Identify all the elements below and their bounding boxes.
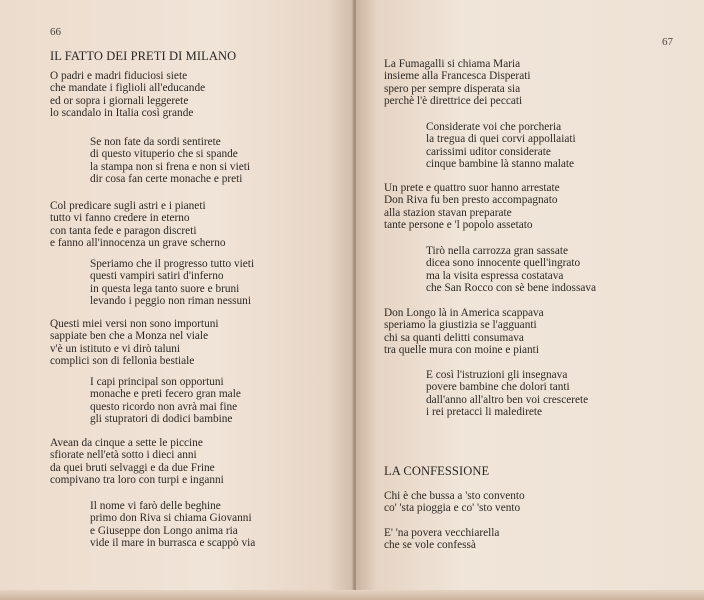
verse-line: complici son di fellonìa bestiale <box>50 355 195 368</box>
verse-line: la tregua di quei corvi appollaiati <box>426 133 576 146</box>
verse-line: che mandate i figlioli all'educande <box>50 82 206 95</box>
verse-line: tra quelle mura con moine e pianti <box>384 344 539 357</box>
poem-title: IL FATTO DEI PRETI DI MILANO <box>50 49 237 63</box>
verse-line: ed or sopra i giornali leggerete <box>50 94 189 107</box>
left-stanza-4 <box>90 258 254 308</box>
verse-line: Col predicare sugli astri e i pianeti <box>50 200 206 212</box>
verse-line: monache e preti fecero gran male <box>90 388 241 401</box>
verse-line: e fanno all'innocenza un grave scherno <box>50 237 226 250</box>
verse-line: spero per sempre disperata sia <box>384 82 521 95</box>
verse-line: in questa lega tanto suore e bruni <box>90 282 240 295</box>
verse-line: sappiate ben che a Monza nel viale <box>50 330 209 343</box>
verse-line: povere bambine che dolori tanti <box>426 381 570 394</box>
verse-line: dir cosa fan certe monache e preti <box>90 173 243 186</box>
verse-line: alla stazion stavan preparate <box>384 206 512 219</box>
verse-line: Don Riva fu ben presto accompagnato <box>384 194 558 207</box>
verse-line: la stampa non si frena e non si vieti <box>90 160 250 173</box>
verse-line: speriamo la giustizia se l'agguanti <box>384 319 537 332</box>
verse-line: co' 'sta pioggia e co' 'sto vento <box>384 502 521 515</box>
right-second-stanza-2 <box>384 527 499 552</box>
left-page-number: 66 <box>50 26 61 38</box>
verse-line: e Giuseppe don Longo anima ria <box>90 524 238 537</box>
verse-line: E così l'istruzioni gli insegnava <box>426 369 568 381</box>
right-stanza-6 <box>426 369 588 419</box>
second-poem-title: LA CONFESSIONE <box>384 464 490 478</box>
verse-line: I capi principal son opportuni <box>90 376 224 388</box>
verse-line: levando i peggio non riman nessuni <box>90 295 251 308</box>
verse-line: sfiorate nell'età sotto i dieci anni <box>50 449 197 462</box>
verse-line: Speriamo che il progresso tutto vieti <box>90 258 255 270</box>
verse-line: i rei pretacci li maledirete <box>426 406 543 419</box>
left-stanza-3 <box>50 200 226 250</box>
right-stanza-2 <box>426 121 576 171</box>
verse-line: chi sa quanti delitti consumava <box>384 331 524 344</box>
left-stanza-6 <box>90 376 241 426</box>
right-stanza-1 <box>384 58 531 108</box>
right-page <box>356 0 704 600</box>
verse-line: Don Longo là in America scappava <box>384 307 544 319</box>
left-stanza-2 <box>90 136 250 186</box>
verse-line: questo ricordo non avrà mai fine <box>90 400 238 413</box>
right-stanza-4 <box>426 245 596 295</box>
verse-line: Se non fate da sordi sentirete <box>90 136 221 148</box>
verse-line: tante persone e 'l popolo assetato <box>384 219 533 232</box>
verse-line: che se vole confessà <box>384 539 476 552</box>
verse-line: compivano tra loro con turpi e inganni <box>50 474 224 487</box>
verse-line: da quei bruti selvaggi e da due Frine <box>50 461 215 474</box>
left-stanza-7 <box>50 437 224 487</box>
verse-line: Chi è che bussa a 'sto convento <box>384 490 525 502</box>
left-stanza-1 <box>50 70 205 120</box>
verse-line: v'è un istituto e vi dirò taluni <box>50 342 181 355</box>
verse-line: tutto vi fanno credere in eterno <box>50 212 190 225</box>
verse-line: perchè l'è direttrice dei peccati <box>384 95 523 108</box>
verse-line: La Fumagalli si chiama Maria <box>384 58 521 70</box>
verse-line: Questi miei versi non sono importuni <box>50 318 219 330</box>
left-stanza-8 <box>90 500 255 550</box>
verse-line: E' 'na povera vecchiarella <box>384 527 500 539</box>
verse-line: vide il mare in burrasca e scappò via <box>90 537 256 550</box>
verse-line: Il nome vi farò delle beghine <box>90 500 221 512</box>
verse-line: con tanta fede e paragon discreti <box>50 224 197 237</box>
verse-line: primo don Riva si chiama Giovanni <box>90 512 252 525</box>
verse-line: dicea sono innocente quell'ingrato <box>426 257 581 270</box>
right-stanza-5 <box>384 307 544 357</box>
left-stanza-5 <box>50 318 219 368</box>
verse-line: Avean da cinque a sette le piccine <box>50 437 203 449</box>
verse-line: di questo vituperio che si spande <box>90 148 238 161</box>
verse-line: cinque bambine là stanno malate <box>426 158 575 171</box>
verse-line: Un prete e quattro suor hanno arrestate <box>384 182 560 194</box>
verse-line: Considerate voi che porcheria <box>426 121 562 133</box>
verse-line: carissimi uditor considerate <box>426 145 551 158</box>
verse-line: che San Rocco con sè bene indossava <box>426 282 597 295</box>
right-second-stanza-1 <box>384 490 525 515</box>
verse-line: ma la visita espressa costatava <box>426 269 564 282</box>
verse-line: questi vampiri satiri d'inferno <box>90 270 224 283</box>
verse-line: insieme alla Francesca Disperati <box>384 70 531 83</box>
page-bottom-edge <box>0 590 704 600</box>
verse-line: lo scandalo in Italia così grande <box>50 107 194 120</box>
verse-line: Tirò nella carrozza gran sassate <box>426 245 568 257</box>
right-stanza-3 <box>384 182 560 232</box>
verse-line: gli stupratori di dodici bambine <box>90 413 233 426</box>
right-page-number: 67 <box>662 36 673 48</box>
verse-line: O padri e madri fiduciosi siete <box>50 70 188 82</box>
verse-line: dall'anno all'altro ben voi crescerete <box>426 393 589 406</box>
